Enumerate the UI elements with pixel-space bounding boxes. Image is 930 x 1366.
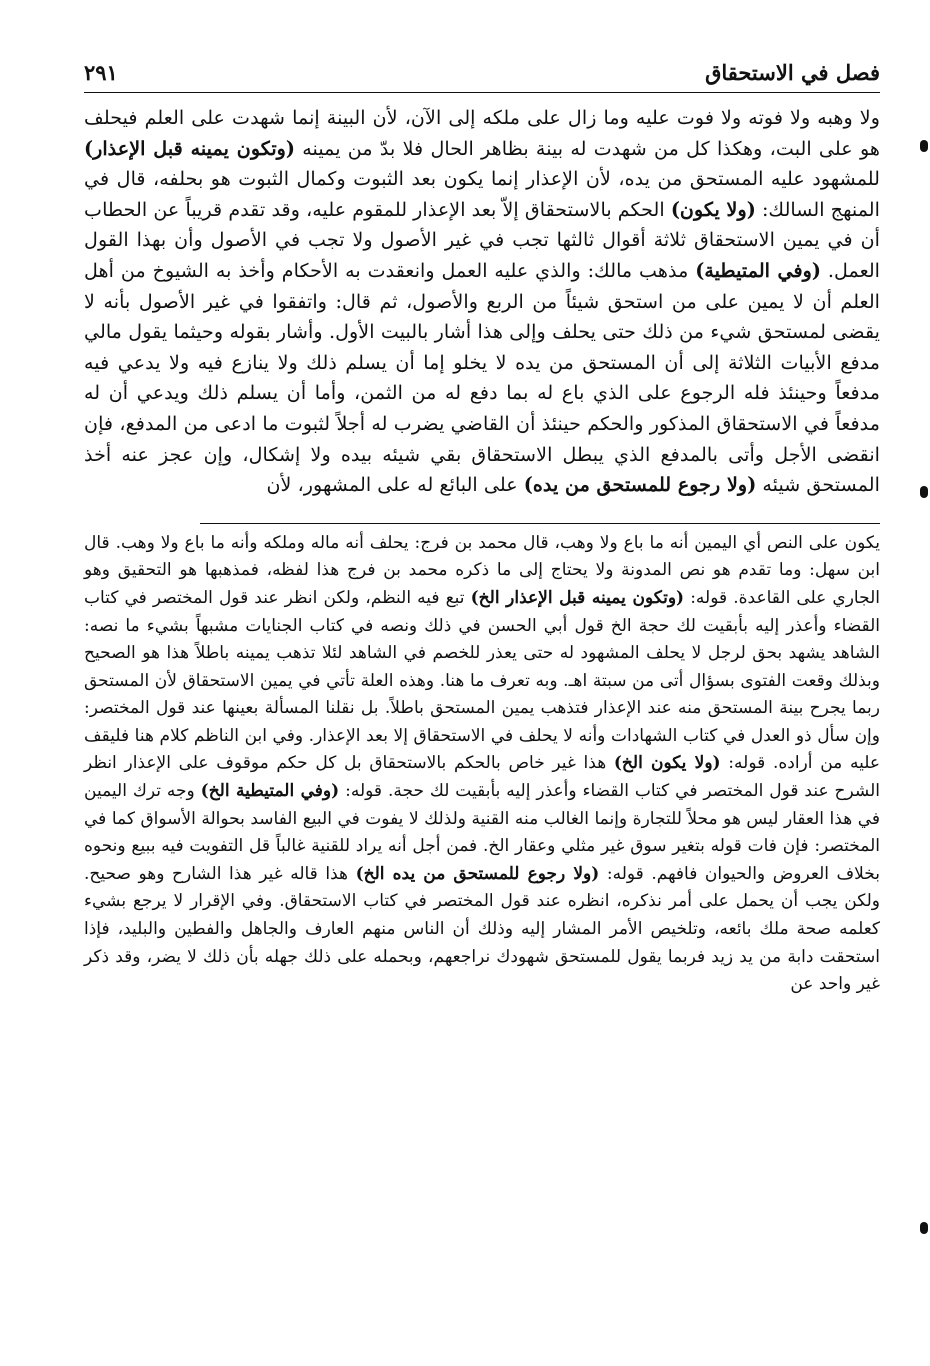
footnote-quoted-phrase: (ولا يكون الخ): [613, 753, 721, 774]
margin-mark-top: [920, 140, 928, 152]
main-paragraph: [84, 103, 880, 501]
chapter-title: فصل في الاستحقاق: [705, 60, 880, 85]
main-text-segment: للمشهود عليه المستحق من يده، لأن الإعذار إنما يكون بعد الثبوت وكمال الثبوت هو بحلفه، قال في المنهج السالك:: [84, 167, 880, 221]
main-text-segment: ولا وهبه ولا فوته ولا فوت عليه وما زال على ملكه إلى الآن، لأن البينة إنما شهدت على العلم فيحلف هو على البت، وهكذا كل من شهدت له بينة بظاهر الحال فلا بدّ من يمينه: [84, 106, 880, 160]
margin-mark-middle: [920, 486, 928, 498]
footnote-paragraph: [84, 530, 880, 999]
footnote-text-segment: يكون على النص أي اليمين أنه ما باع ولا وهب، قال محمد بن فرج: يحلف أنه ماله وملكه وأنه ما باع ولا وهب. قال ابن سهل: وما تقدم هو نص المدونة ولا يحتاج إلى ما ذكره محمد بن فرج هذا لفظه، فمذهبها هو التحقيق وهو الجاري على القاعدة. قوله:: [84, 532, 880, 608]
main-text-segment: مذهب مالك: والذي عليه العمل وانعقدت به الأحكام وأخذ به الشيوخ من أهل العلم أن لا يمين على من استحق شيئاً من الربع والأصول، ثم قال: واتفقوا في غير الأصول بأنه لا يقضى لمستحق شيء من ذلك حتى يحلف وإلى هذا أشار بالبيت الأول. وأشار بقوله وحيثما يقول مالي مدفع الأبيات الثلاثة إلى أن المستحق من يده لا يخلو إما أن يسلم ذلك ولا ينازع فيه ولا يدعي فيه مدفعاً وحينئذ فله الرجوع على الذي باع له بما دفع له من الثمن، وأما أن يسلم ذلك ويدعي أن له مدفعاً في الاستحقاق المذكور والحكم حينئذ أن القاضي يضرب له أجلاً لثبوت ما ادعى من المدفع، فإن انقضى الأجل وأتى بالمدفع الذي يبطل الاستحقاق بقي شيئه بيده ولا إشكال، وإن عجز عنه أخذ المستحق شيئه: [84, 258, 880, 497]
main-text-segment: على البائع له على المشهور، لأن: [266, 473, 524, 497]
page-number: ٢٩١: [84, 60, 118, 85]
main-text-segment: الحكم بالاستحقاق إلاّ بعد الإعذار للمقوم عليه، وقد تقدم قريباً عن الحطاب أن في يمين الاستحقاق ثلاثة أقوال ثالثها تجب في غير الأصول ولا تجب في الأصول وأن بهذا القول العمل.: [84, 197, 880, 282]
quoted-verse-phrase: (وفي المتيطية): [695, 258, 821, 282]
quoted-verse-phrase: (وتكون يمينه قبل الإعذار): [84, 136, 296, 160]
footnote-text-segment: وجه ترك اليمين في هذا العقار ليس هو محلاً للتجارة وإنما الغالب منه القنية ولذلك لا يفوت في البيع الفاسد بحوالة الأسواق كما في المختصر: فإن فات قوله بتغير سوق غير مثلي وعقار الخ. فمن أجل أنه يراد للقنية غالباً قل التفويت فيه ببيع ونحوه بخلاف العروض والحيوان فافهم. قوله:: [84, 781, 881, 884]
main-text: [84, 103, 880, 501]
footnote-quoted-phrase: (وتكون يمينه قبل الإعذار الخ): [470, 587, 685, 608]
page-header: [84, 56, 880, 93]
footnotes: [84, 530, 880, 999]
quoted-verse-phrase: (ولا رجوع للمستحق من يده): [523, 473, 757, 497]
quoted-verse-phrase: (ولا يكون): [670, 197, 756, 221]
footnote-separator: [200, 523, 880, 524]
margin-mark-bottom: [920, 1222, 928, 1234]
footnote-quoted-phrase: (وفي المتيطية الخ): [200, 781, 340, 802]
footnote-text-segment: تبع فيه النظم، ولكن انظر عند قول المختصر في كتاب القضاء وأعذر إليه بأبقيت لك حجة الخ قول أبي الحسن في ذلك ونصه في كتاب الجنايات مشبهاً بشيء ما نصه: الشاهد يشهد بحق لرجل لا يحلف المشهود له حتى يعذر للخصم في الشاهد لئلا تذهب يمينه باطلاً هذا هو الصحيح وبذلك وقعت الفتوى بسؤال أتى من سبتة اهـ. وبه تعرف ما هنا. وهذه العلة تأتي في يمين الاستحقاق لأن المستحق ربما يجرح بينة المستحق منه عند الإعذار فتذهب يمين المستحق باطلاً. بل نقلنا المسألة بعينها عند قول المختصر: وإن سأل ذو العدل في كتاب الشهادات وأنه لا يحلف في الاستحقاق إلا بعد الإعذار. وفي ابن الناظم كلام هنا فليقف عليه من أراده. قوله:: [84, 587, 880, 774]
book-page: [84, 56, 880, 1316]
footnote-text-segment: هذا غير خاص بالحكم بالاستحقاق بل كل حكم موقوف على الإعذار انظر الشرح عند قول المختصر في كتاب القضاء وأعذر إليه بأبقيت لك حجة. قوله:: [84, 753, 880, 802]
footnote-text-segment: هذا قاله غير هذا الشارح وهو صحيح. ولكن يجب أن يحمل على أمر نذكره، انظره عند قول المختصر في كتاب الاستحقاق. وفي الإقرار لا يرجع بشيء كعلمه صحة ملك بائعه، وتلخيص الأمر المشار إليه وذلك أن الناس منهم العارف والجاهل والفطين والبليد، فإذا استحقت دابة من يد زيد فربما يقول للمستحق شهودك نراجعهم، وبحمله على ذلك جهله بأن ذلك لا يضر، وقد ذكر غير واحد عن: [84, 863, 880, 995]
footnote-quoted-phrase: (ولا رجوع للمستحق من يده الخ): [355, 863, 600, 884]
